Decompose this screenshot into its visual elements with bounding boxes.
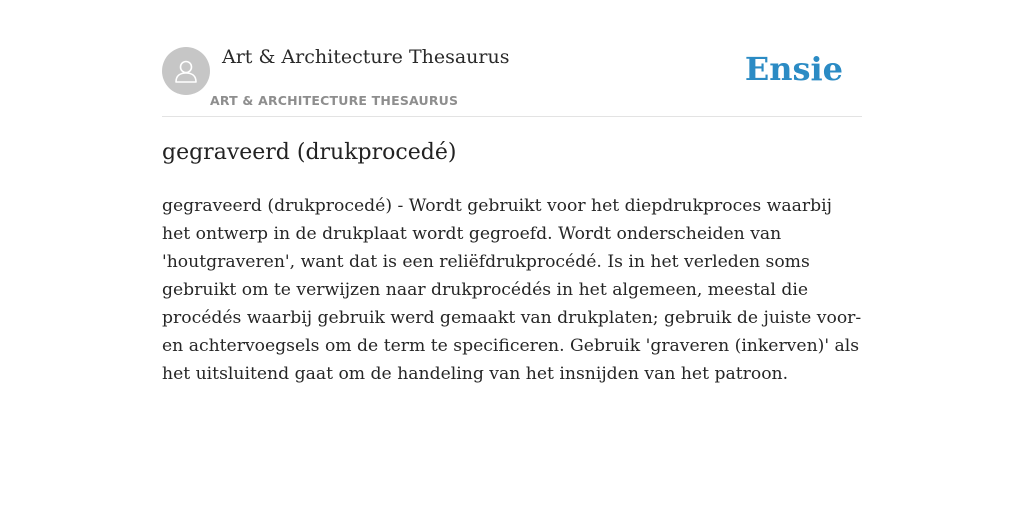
user-icon xyxy=(172,57,200,85)
definition-text: gegraveerd (drukprocedé) - Wordt gebruikt voor het diepdrukproces waarbij het ontwerp in de drukplaat wordt gegroefd. Wordt onderscheiden van 'houtgraveren', want dat is een reliëfdrukprocédé. Is in het verleden soms gebruikt om te verwijzen naar drukprocédés in het algemeen, meestal die procédés waarbij gebruik werd gemaakt van drukplaten; gebruik de juiste voor- en achtervoegsels om de term te specificeren. Gebruik 'graveren (inkerven)' als het uitsluitend gaat om de handeling van het insnijden van het patroon. xyxy=(162,196,862,384)
avatar[interactable] xyxy=(162,47,210,95)
source-title-link[interactable]: Art & Architecture Thesaurus xyxy=(222,46,510,68)
term-title: gegraveerd (drukprocedé) xyxy=(162,140,457,165)
ensie-logo[interactable]: Ensie xyxy=(744,50,843,88)
source-subtitle-link[interactable]: ART & ARCHITECTURE THESAURUS xyxy=(210,93,459,108)
page xyxy=(162,0,862,384)
header xyxy=(162,0,862,117)
